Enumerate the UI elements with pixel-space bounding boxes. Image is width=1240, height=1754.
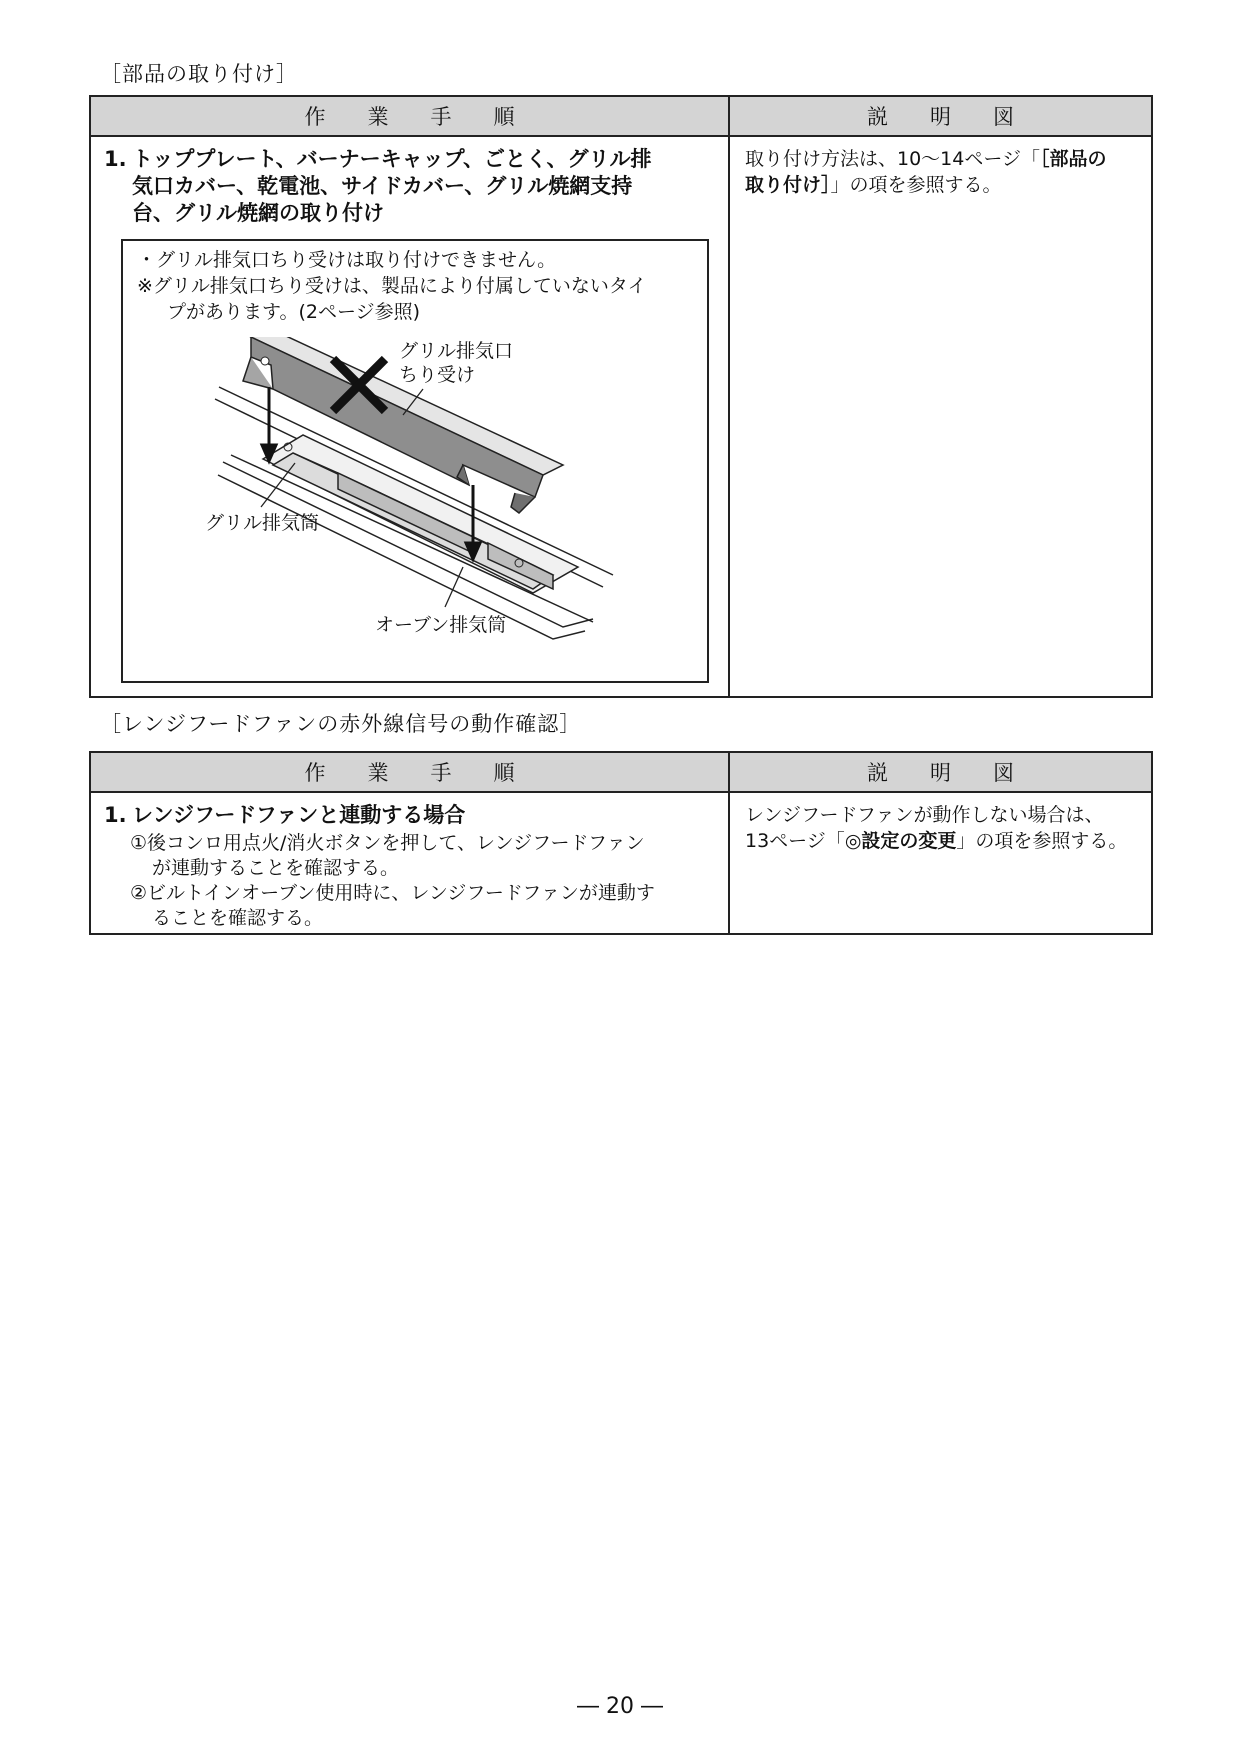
- step-item: が連動することを確認する。: [152, 857, 400, 879]
- label-dust-tray-2: ちり受け: [399, 364, 476, 386]
- step-number: 1.: [104, 147, 127, 171]
- note-line: プがあります。(2ページ参照): [167, 301, 421, 323]
- note-line: ※グリル排気口ちり受けは、製品により付属していないタイ: [137, 275, 647, 297]
- page-number: ― 20 ―: [577, 1694, 663, 1719]
- section-title-parts-install: ［部品の取り付け］: [100, 62, 298, 86]
- explanation-text: レンジフードファンが動作しない場合は、 13ページ「◎設定の変更」の項を参照する。: [745, 804, 1128, 852]
- note-box: [121, 239, 709, 683]
- step-number: 1.: [104, 803, 127, 827]
- note-line: ・グリル排気口ちり受けは取り付けできません。: [137, 249, 557, 271]
- label-oven-exhaust: オーブン排気筒: [375, 614, 507, 636]
- step-item: ①後コンロ用点火/消火ボタンを押して、レンジフードファン: [130, 832, 645, 854]
- header-procedure: 作 業 手 順: [90, 752, 729, 792]
- step-title: 1. トッププレート、バーナーキャップ、ごとく、グリル排 気口カバー、乾電池、サイドカバー、グリル焼網支持 台、グリル焼網の取り付け: [104, 147, 652, 225]
- step-item: ②ビルトインオーブン使用時に、レンジフードファンが連動す: [130, 882, 655, 904]
- label-grill-exhaust: グリル排気筒: [205, 512, 320, 534]
- header-explanation: 説 明 図: [729, 96, 1152, 136]
- header-procedure: 作 業 手 順: [90, 96, 729, 136]
- range-hood-check-table: [89, 751, 1153, 935]
- explanation-cell: [729, 136, 1152, 697]
- explanation-text: 取り付け方法は、10〜14ページ「［部品の 取り付け］」の項を参照する。: [745, 148, 1107, 196]
- step-title: 1. レンジフードファンと連動する場合: [104, 803, 466, 827]
- procedure-cell: [90, 792, 729, 934]
- step-item: ることを確認する。: [152, 907, 324, 929]
- dust-tray-illustration: [123, 337, 709, 667]
- header-explanation: 説 明 図: [729, 752, 1152, 792]
- label-dust-tray: グリル排気口: [399, 340, 514, 362]
- explanation-cell: [729, 792, 1152, 934]
- section-title-range-hood-check: ［レンジフードファンの赤外線信号の動作確認］: [100, 712, 582, 736]
- procedure-cell: [90, 136, 729, 697]
- parts-install-table: [89, 95, 1153, 698]
